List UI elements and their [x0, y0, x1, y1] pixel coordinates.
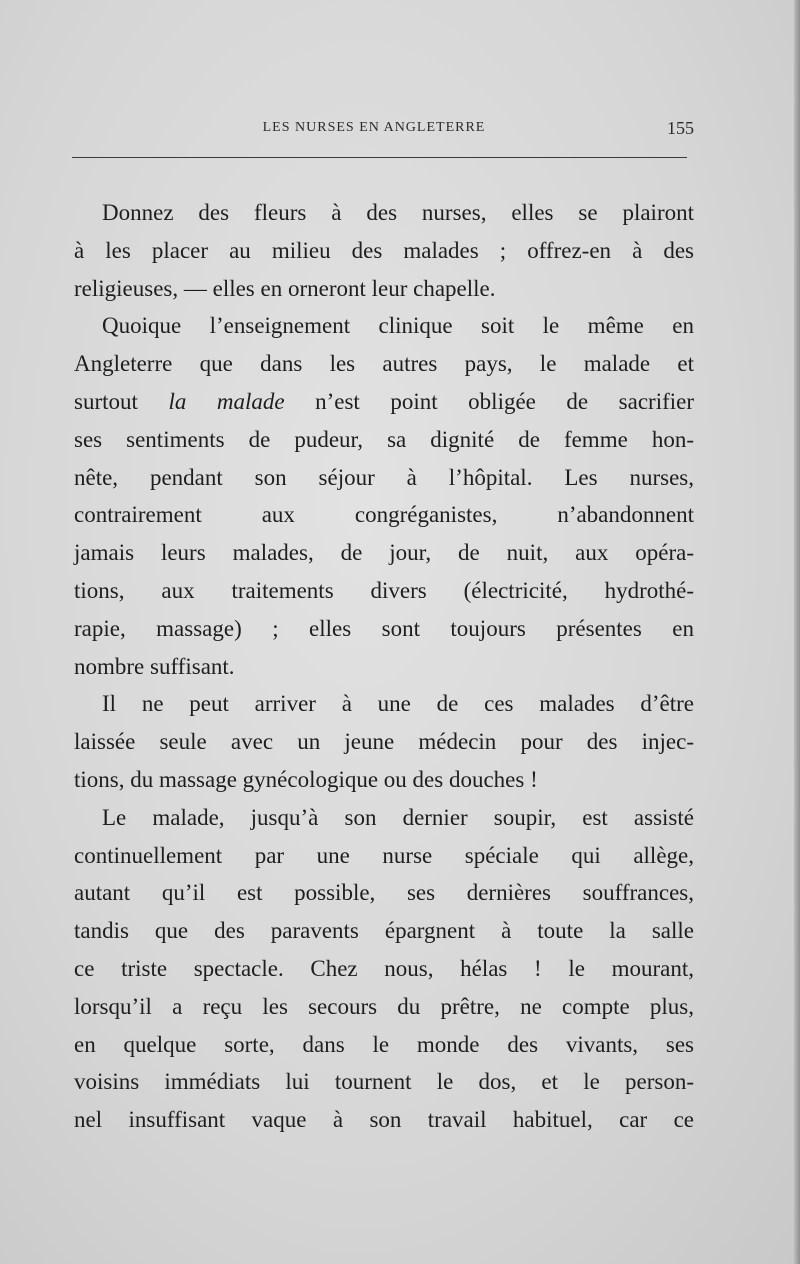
text-line: Donnez des fleurs à des nurses, elles se plairont: [102, 200, 694, 225]
text-line: laissée seule avec un jeune médecin pour des injec-: [74, 729, 694, 755]
text-line: nête, pendant son séjour à l’hôpital. Les nurses,: [74, 464, 694, 490]
text-line: nombre suffisant.: [74, 653, 235, 679]
text-line: Il ne peut arriver à une de ces malades d’être: [102, 691, 694, 717]
text-line: voisins immédiats lui tournent le dos, et le person-: [74, 1069, 694, 1095]
text-line: tandis que des paravents épargnent à toute la salle: [74, 918, 694, 944]
page-edge-shadow: [794, 0, 800, 1264]
text-line: [74, 383, 694, 421]
text-line: rapie, massage) ; elles sont toujours présentes en: [74, 615, 694, 641]
text-line: continuellement par une nurse spéciale qui allège,: [74, 842, 694, 868]
text-line: Le malade, jusqu’à son dernier soupir, est assisté: [102, 804, 694, 830]
text-line: en quelque sorte, dans le monde des vivants, ses: [74, 1031, 694, 1057]
running-title: LES NURSES EN ANGLETERRE: [262, 120, 486, 135]
text-line: contrairement aux congréganistes, n’abandonnent: [74, 502, 694, 528]
text-line: ses sentiments de pudeur, sa dignité de femme hon-: [74, 426, 694, 452]
running-head: [74, 116, 694, 140]
text-line: religieuses, — elles en orneront leur chapelle.: [74, 275, 496, 301]
text-line: nel insuffisant vaque à son travail habituel, car ce: [74, 1107, 694, 1133]
header-rule: [72, 157, 687, 158]
italic-emphasis: la malade: [168, 388, 285, 414]
text-line: autant qu’il est possible, ses dernières souffrances,: [74, 880, 694, 906]
text-segment: n’est point obligée de sacrifier: [284, 388, 694, 414]
text-line: Angleterre que dans les autres pays, le malade et: [74, 351, 694, 377]
text-line: Quoique l’enseignement clinique soit le même en: [102, 313, 694, 339]
text-line: tions, aux traitements divers (électricité, hydrothé-: [74, 577, 694, 603]
text-line: jamais leurs malades, de jour, de nuit, aux opéra-: [74, 540, 694, 566]
text-line: lorsqu’il a reçu les secours du prêtre, ne compte plus,: [74, 993, 694, 1019]
text-segment: surtout: [74, 388, 169, 414]
body-text: [74, 194, 694, 1139]
text-line: à les placer au milieu des malades ; offrez-en à des: [74, 237, 694, 263]
page-number: 155: [667, 118, 694, 138]
text-line: ce triste spectacle. Chez nous, hélas ! le mourant,: [74, 955, 694, 981]
text-line: tions, du massage gynécologique ou des douches !: [74, 766, 538, 792]
